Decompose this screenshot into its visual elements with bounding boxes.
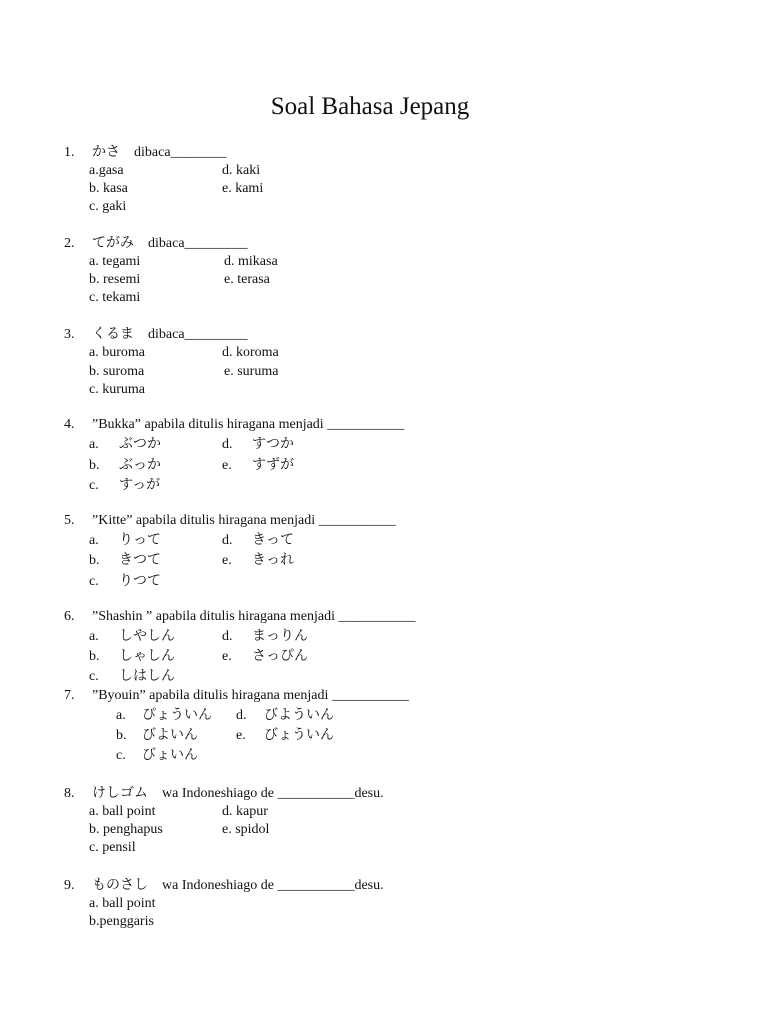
question-9 — [92, 876, 384, 895]
q3-option-e: e. suruma — [224, 364, 279, 379]
q4-option-b: b. ぶっか — [89, 457, 161, 473]
question-9-kana: ものさし — [92, 877, 148, 893]
q3-option-c: c. kuruma — [89, 382, 145, 397]
q7-option-d: d. びよういん — [236, 707, 334, 723]
q5-option-e: e. きっれ — [222, 552, 294, 568]
q6-option-b: b. しゃしん — [89, 648, 175, 664]
q7-option-e: e. びょういん — [236, 727, 334, 743]
q4-option-c: c. すっが — [89, 477, 161, 493]
question-6-text: ”Shashin ” apabila ditulis hiragana menjadi ___________ — [92, 609, 416, 624]
q8-option-e: e. spidol — [222, 822, 270, 837]
q1-option-e: e. kami — [222, 181, 264, 196]
q1-option-b: b. kasa — [89, 181, 128, 196]
q2-option-c: c. tekami — [89, 290, 141, 305]
q2-option-d: d. mikasa — [224, 254, 278, 269]
q6-option-d: d. まっりん — [222, 628, 308, 644]
q8-option-b: b. penghapus — [89, 822, 163, 837]
question-3-number: 3. — [64, 327, 75, 342]
question-5-text: ”Kitte” apabila ditulis hiragana menjadi ___________ — [92, 513, 396, 528]
question-3-kana: くるま — [92, 326, 134, 342]
question-7-number: 7. — [64, 688, 75, 703]
q5-option-c: c. りつて — [89, 573, 161, 589]
q3-option-d: d. koroma — [222, 345, 279, 360]
q5-option-a: a. りって — [89, 532, 161, 548]
question-1-number: 1. — [64, 145, 75, 160]
question-1-text: dibaca________ — [134, 145, 227, 160]
q8-option-c: c. pensil — [89, 840, 136, 855]
q3-option-a: a. buroma — [89, 345, 145, 360]
question-5-number: 5. — [64, 513, 75, 528]
page-title: Soal Bahasa Jepang — [270, 93, 470, 120]
q5-option-b: b. きつて — [89, 552, 161, 568]
question-4-number: 4. — [64, 417, 75, 432]
q2-option-e: e. terasa — [224, 272, 270, 287]
question-2-text: dibaca_________ — [148, 236, 248, 251]
q2-option-a: a. tegami — [89, 254, 141, 269]
q6-option-a: a. しやしん — [89, 628, 175, 644]
q4-option-d: d. すつか — [222, 436, 294, 452]
q3-option-b: b. suroma — [89, 364, 145, 379]
question-8-kana: けしゴム — [92, 785, 148, 801]
question-7-text: ”Byouin” apabila ditulis hiragana menjadi ___________ — [92, 688, 409, 703]
question-3 — [92, 325, 248, 344]
question-1 — [92, 143, 227, 162]
question-8-number: 8. — [64, 786, 75, 801]
q9-option-a: a. ball point — [89, 896, 156, 911]
question-9-number: 9. — [64, 878, 75, 893]
q4-option-e: e. すずが — [222, 457, 295, 473]
question-2-number: 2. — [64, 236, 75, 251]
question-8-text: wa Indoneshiago de ___________desu. — [162, 786, 384, 801]
q9-option-b: b.penggaris — [89, 914, 154, 929]
q7-option-b: b. びよいん — [116, 727, 198, 743]
q5-option-d: d. きって — [222, 532, 294, 548]
q6-option-e: e. さっぴん — [222, 648, 308, 664]
question-6-number: 6. — [64, 609, 75, 624]
question-2-kana: てがみ — [92, 235, 134, 251]
q4-option-a: a. ぶつか — [89, 436, 161, 452]
question-4-text: ”Bukka” apabila ditulis hiragana menjadi ___________ — [92, 417, 405, 432]
q2-option-b: b. resemi — [89, 272, 141, 287]
question-9-text: wa Indoneshiago de ___________desu. — [162, 878, 384, 893]
question-3-text: dibaca_________ — [148, 327, 248, 342]
q1-option-c: c. gaki — [89, 199, 127, 214]
question-1-kana: かさ — [92, 144, 120, 160]
q1-option-d: d. kaki — [222, 163, 261, 178]
question-8 — [92, 784, 384, 803]
q1-option-a: a.gasa — [89, 163, 124, 178]
q7-option-a: a. ぴょういん — [116, 707, 212, 723]
q6-option-c: c. しはしん — [89, 668, 175, 684]
question-2 — [92, 234, 248, 253]
q7-option-c: c. びょいん — [116, 747, 198, 763]
q8-option-a: a. ball point — [89, 804, 156, 819]
q8-option-d: d. kapur — [222, 804, 268, 819]
